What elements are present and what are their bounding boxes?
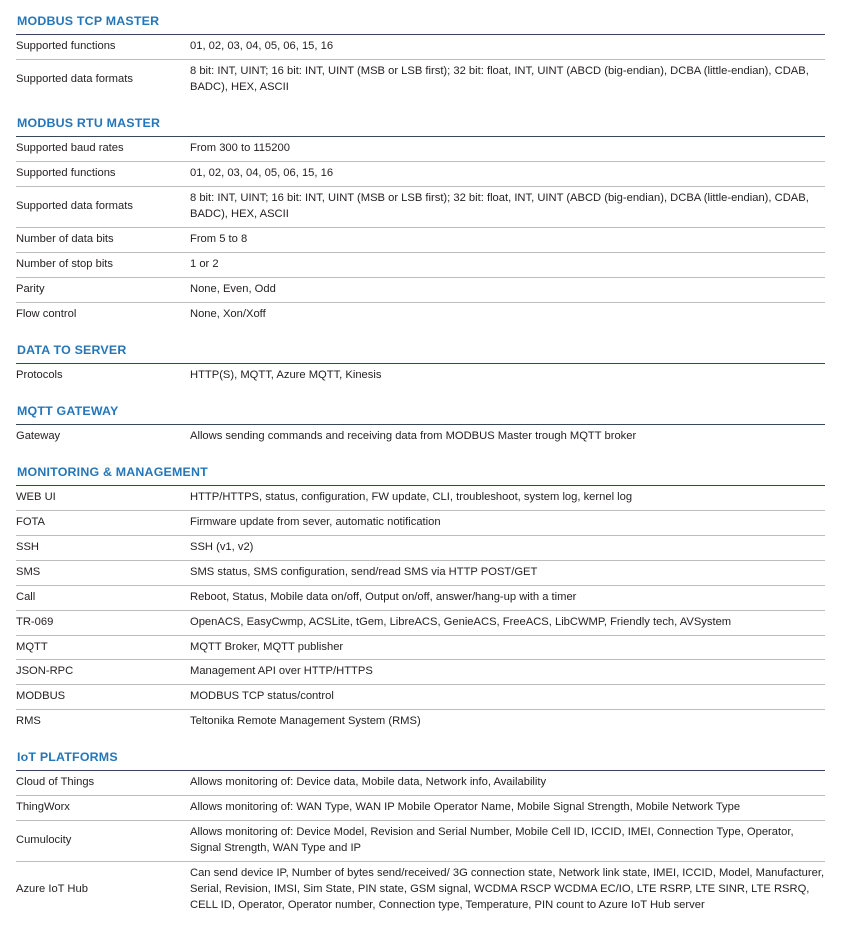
spec-value: OpenACS, EasyCwmp, ACSLite, tGem, LibreACS, GenieACS, FreeACS, LibCWMP, Friendly tech, AVSystem [190,615,732,628]
spec-value: 01, 02, 03, 04, 05, 06, 15, 16 [190,40,334,53]
spec-section [16,465,825,734]
section-heading: MONITORING & MANAGEMENT [17,464,208,479]
table-row [16,685,825,710]
spec-label: Flow control [16,307,77,320]
spec-label: Supported functions [16,167,116,180]
spec-value: None, Xon/Xoff [190,307,266,320]
section-heading: MODBUS RTU MASTER [17,115,161,130]
spec-value: HTTP(S), MQTT, Azure MQTT, Kinesis [190,368,382,381]
spec-value: 8 bit: INT, UINT; 16 bit: INT, UINT (MSB or LSB first); 32 bit: float, INT, UINT (ABCD (big-endian), DCBA (little-endian), CDAB, BADC), HEX, ASCII [190,65,809,94]
spec-label: Supported data formats [16,73,133,86]
spec-value: From 300 to 115200 [190,142,290,155]
table-row [16,486,825,511]
table-row [16,610,825,635]
spec-value: Management API over HTTP/HTTPS [190,665,373,678]
table-row [16,162,825,187]
table-row [16,60,825,100]
spec-label: RMS [16,715,41,728]
table-row [16,821,825,862]
table-row [16,187,825,228]
section-heading: DATA TO SERVER [17,342,127,357]
table-row [16,424,825,448]
table-row [16,771,825,796]
spec-section [16,116,825,327]
spec-label: Supported data formats [16,200,133,213]
spec-label: FOTA [16,516,46,529]
table-row [16,511,825,536]
table-row [16,710,825,734]
spec-table [16,363,825,388]
table-row [16,302,825,326]
spec-table [16,136,825,326]
spec-label: JSON-RPC [16,665,74,678]
spec-value: Can send device IP, Number of bytes send/received/ 3G connection state, Network link state, IMEI, ICCID, Model, Manufacturer, Serial, Revision, IMSI, Sim State, PIN state, GSM signal, WCDMA RSCP WCDMA EC/IO, LTE RSRP, LTE SINR, LTE RSRQ, CELL ID, Operator, Operator number, Connection type, Temperature, PIN count to Azure IoT Hub server [190,867,825,911]
spec-value: SSH (v1, v2) [190,540,254,553]
table-row [16,137,825,162]
spec-value: Allows monitoring of: Device data, Mobile data, Network info, Availability [190,776,547,789]
spec-section [16,14,825,100]
spec-value: Allows monitoring of: Device Model, Revision and Serial Number, Mobile Cell ID, ICCID, IMEI, Connection Type, Operator, Signal Strength, WAN Type and IP [190,826,794,855]
spec-value: Allows monitoring of: WAN Type, WAN IP Mobile Operator Name, Mobile Signal Strength, Mobile Network Type [190,801,741,814]
spec-label: Call [16,590,36,603]
spec-label: Gateway [16,429,61,442]
section-heading: IoT PLATFORMS [17,750,118,765]
spec-label: TR-069 [16,615,54,628]
spec-label: Protocols [16,368,63,381]
spec-value: 01, 02, 03, 04, 05, 06, 15, 16 [190,167,334,180]
spec-label: Supported functions [16,40,116,53]
table-row [16,252,825,277]
table-row [16,635,825,660]
spec-value: Firmware update from sever, automatic notification [190,516,441,529]
spec-value: 8 bit: INT, UINT; 16 bit: INT, UINT (MSB or LSB first); 32 bit: float, INT, UINT (ABCD (big-endian), DCBA (little-endian), CDAB, BADC), HEX, ASCII [190,192,809,220]
spec-label: SSH [16,540,40,553]
spec-table [16,770,825,917]
table-row [16,796,825,821]
spec-label: Parity [16,282,45,295]
spec-value: MQTT Broker, MQTT publisher [190,640,344,653]
table-row [16,585,825,610]
spec-table [16,424,825,449]
spec-value: HTTP/HTTPS, status, configuration, FW update, CLI, troubleshoot, system log, kernel log [190,491,633,504]
spec-table [16,485,825,734]
spec-label: Number of data bits [16,232,114,245]
spec-label: Number of stop bits [16,257,114,270]
spec-label: Azure IoT Hub [16,882,88,895]
spec-label: Cumulocity [16,834,72,847]
spec-section [16,343,825,388]
table-row [16,535,825,560]
spec-label: SMS [16,565,41,578]
table-row [16,277,825,302]
spec-label: MQTT [16,640,48,653]
spec-label: Cloud of Things [16,776,95,789]
spec-section [16,404,825,449]
spec-value: MODBUS TCP status/control [190,690,334,703]
spec-section [16,750,825,918]
spec-table [16,34,825,100]
table-row [16,35,825,60]
section-heading: MQTT GATEWAY [17,403,119,418]
table-row [16,363,825,387]
spec-label: ThingWorx [16,801,70,814]
table-row [16,660,825,685]
spec-value: Teltonika Remote Management System (RMS) [190,715,421,728]
sections-container [16,14,825,918]
spec-label: MODBUS [16,690,66,703]
table-row [16,227,825,252]
spec-label: Supported baud rates [16,142,124,155]
spec-value: From 5 to 8 [190,232,248,245]
table-row [16,560,825,585]
spec-value: 1 or 2 [190,257,219,270]
section-heading: MODBUS TCP MASTER [17,14,160,28]
table-row [16,862,825,918]
spec-label: WEB UI [16,491,56,504]
spec-value: None, Even, Odd [190,282,276,295]
spec-value: Allows sending commands and receiving data from MODBUS Master trough MQTT broker [190,429,637,442]
spec-value: SMS status, SMS configuration, send/read SMS via HTTP POST/GET [190,565,538,578]
spec-value: Reboot, Status, Mobile data on/off, Output on/off, answer/hang-up with a timer [190,590,577,603]
